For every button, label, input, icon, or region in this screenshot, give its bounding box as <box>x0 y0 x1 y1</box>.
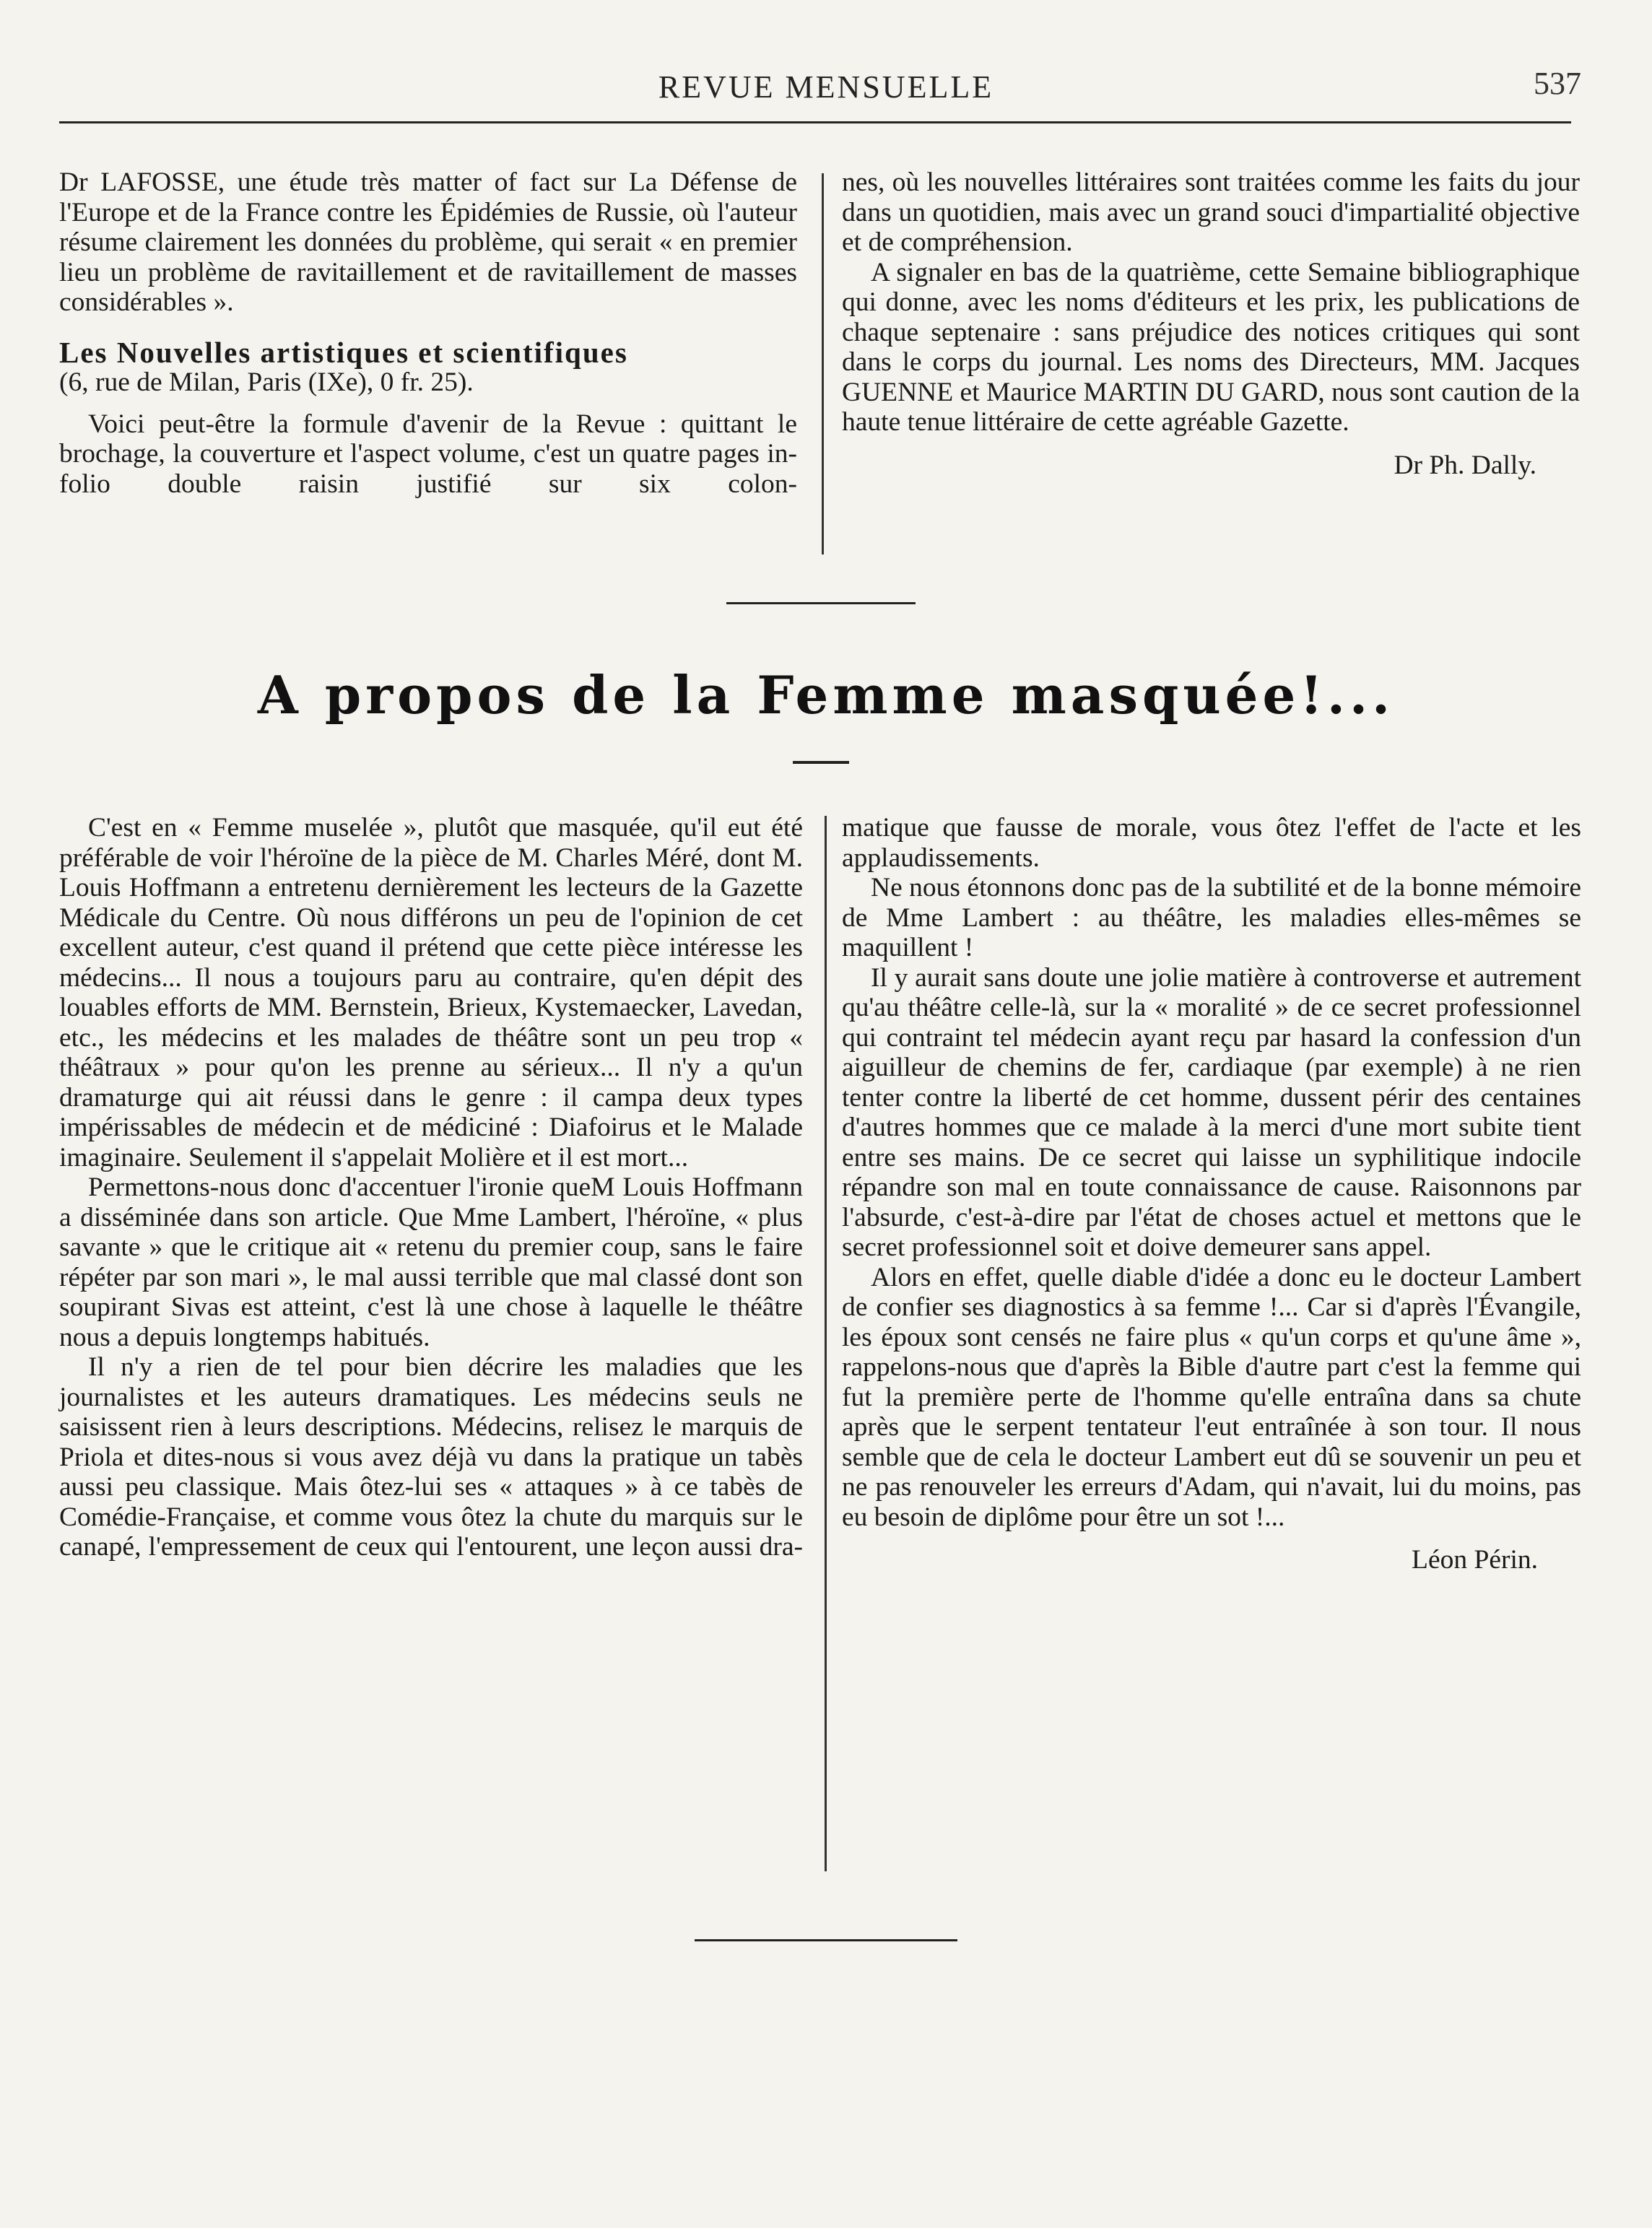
top-right-paragraph-1: nes, où les nouvelles littéraires sont traitées comme les faits du jour dans un quotidien, mais avec un grand souci d'impartialité objective et de compréhension. <box>842 167 1580 257</box>
top-right-column <box>842 167 1580 480</box>
end-rule <box>695 1939 957 1941</box>
article-right-paragraph-4: Alors en effet, quelle diable d'idée a donc eu le docteur Lambert de confier ses diagnostics à sa femme !... Car si d'après l'Évangile, les époux sont censés ne faire plus « qu'un corps et qu'une âme », rappelons-nous que d'après la Bible d'autre part c'est la femme qui fut la première perte de l'homme qu'elle entraîna dans sa chute après que le serpent tentateur l'eut entraînée à son tour. Il nous semble que de cela le docteur Lambert eut dû se souvenir un peu et ne pas renouveler les erreurs d'Adam, qui n'avait, lui du moins, pas eu besoin de diplôme pour être un sot !... <box>842 1262 1581 1532</box>
article-right-paragraph-3: Il y aurait sans doute une jolie matière à controverse et autrement qu'au théâtre celle-là, sur la « moralité » de ce secret professionnel qui contraint tel médecin ayant reçu par hasard la confession d'un aiguilleur de chemins de fer, cardiaque (par exemple) à ne rien tenter contre la liberté de cet homme, dussent périr des centaines d'autres hommes que ce malade à la merci d'une mort subite tient entre ses mains. De ce secret qui laisse un syphilitique indocile répandre son mal en toute connaissance de cause. Raisonnons par l'absurde, c'est-à-dire par l'état de choses actuel et mettons que le secret professionnel soit et doive demeurer sans appel. <box>842 962 1581 1262</box>
running-title: REVUE MENSUELLE <box>658 69 994 105</box>
top-right-paragraph-2: A signaler en bas de la quatrième, cette Semaine bibliographique qui donne, avec les noms d'éditeurs et les prix, les publications de chaque septenaire : sans préjudice des notices critiques qui sont dans le corps du journal. Les noms des Directeurs, MM. Jacques GUENNE et Maurice MARTIN DU GARD, nous sont caution de la haute tenue littéraire de cette agréable Gazette. <box>842 257 1580 437</box>
title-underline <box>793 761 849 764</box>
article-left-column <box>59 813 803 1562</box>
article-left-paragraph-2: Permettons-nous donc d'accentuer l'ironie queM Louis Hoffmann a disséminée dans son article. Que Mme Lambert, l'héroïne, « plus savante » que le critique ait « retenu du premier coup, sans le faire répéter par son mari », le mal aussi terrible que mal classé dont son soupirant Sivas est atteint, c'est là une chose à laquelle le théâtre nous a depuis longtemps habitués. <box>59 1172 803 1352</box>
article-left-paragraph-1: C'est en « Femme muselée », plutôt que masquée, qu'il eut été préférable de voir l'héroïne de la pièce de M. Charles Méré, dont M. Louis Hoffmann a entretenu dernièrement les lecteurs de la Gazette Médicale du Centre. Où nous différons un peu de l'opinion de cet excellent auteur, c'est quand il prétend que cette pièce intéresse les médecins... Il nous a toujours paru au contraire, qu'en dépit des louables efforts de MM. Bernstein, Brieux, Kystemaecker, Lavedan, etc., les médecins et les malades de théâtre sont un peu trop « théâtraux » pour qu'on les prenne au sérieux... Il n'y a qu'un dramaturge qui ait réussi dans le genre : il campa deux types impérissables de médecin et de médiciné : Diafoirus et le Malade imaginaire. Seulement il s'appelait Molière et il est mort... <box>59 813 803 1172</box>
article-signature: Léon Périn. <box>1412 1545 1538 1575</box>
top-column-divider <box>822 173 824 554</box>
top-left-column <box>59 167 797 499</box>
top-signature: Dr Ph. Dally. <box>1394 450 1536 480</box>
top-left-paragraph-2: Voici peut-être la formule d'avenir de la Revue : quittant le brochage, la couverture et l'aspect volume, c'est un quatre pages in-folio double raisin justifié sur six colon- <box>59 409 797 499</box>
article-left-paragraph-3: Il n'y a rien de tel pour bien décrire les maladies que les journalistes et les auteurs dramatiques. Les médecins seuls ne saisissent rien à leurs descriptions. Médecins, relisez le marquis de Priola et dites-nous si vous avez déjà vu dans la pratique un tabès aussi peu classique. Mais ôtez-lui ses « attaques » à ce tabès de Comédie-Française, et comme vous ôtez la chute du marquis sur le canapé, l'empressement de ceux qui l'entourent, une leçon aussi dra- <box>59 1352 803 1562</box>
section-subheading: (6, rue de Milan, Paris (IXe), 0 fr. 25). <box>59 367 474 397</box>
page-number: 537 <box>1534 66 1581 101</box>
top-left-paragraph-1: Dr LAFOSSE, une étude très matter of fact sur La Défense de l'Europe et de la France contre les Épidémies de Russie, où l'auteur résume clairement les données du problème, qui serait « en premier lieu un problème de ravitaillement et de ravitaillement de masses considérables ». <box>59 167 797 317</box>
article-right-paragraph-1: matique que fausse de morale, vous ôtez l'effet de l'acte et les applaudissements. <box>842 813 1581 873</box>
article-title: A propos de la Femme masquée!... <box>257 664 1395 726</box>
section-heading: Les Nouvelles artistiques et scientifiques <box>59 335 628 369</box>
article-right-column <box>842 813 1581 1575</box>
article-right-paragraph-2: Ne nous étonnons donc pas de la subtilité et de la bonne mémoire de Mme Lambert : au théâtre, les maladies elles-mêmes se maquillent ! <box>842 873 1581 962</box>
section-separator-rule <box>726 602 916 604</box>
header-rule <box>59 121 1571 123</box>
article-column-divider <box>825 816 827 1871</box>
